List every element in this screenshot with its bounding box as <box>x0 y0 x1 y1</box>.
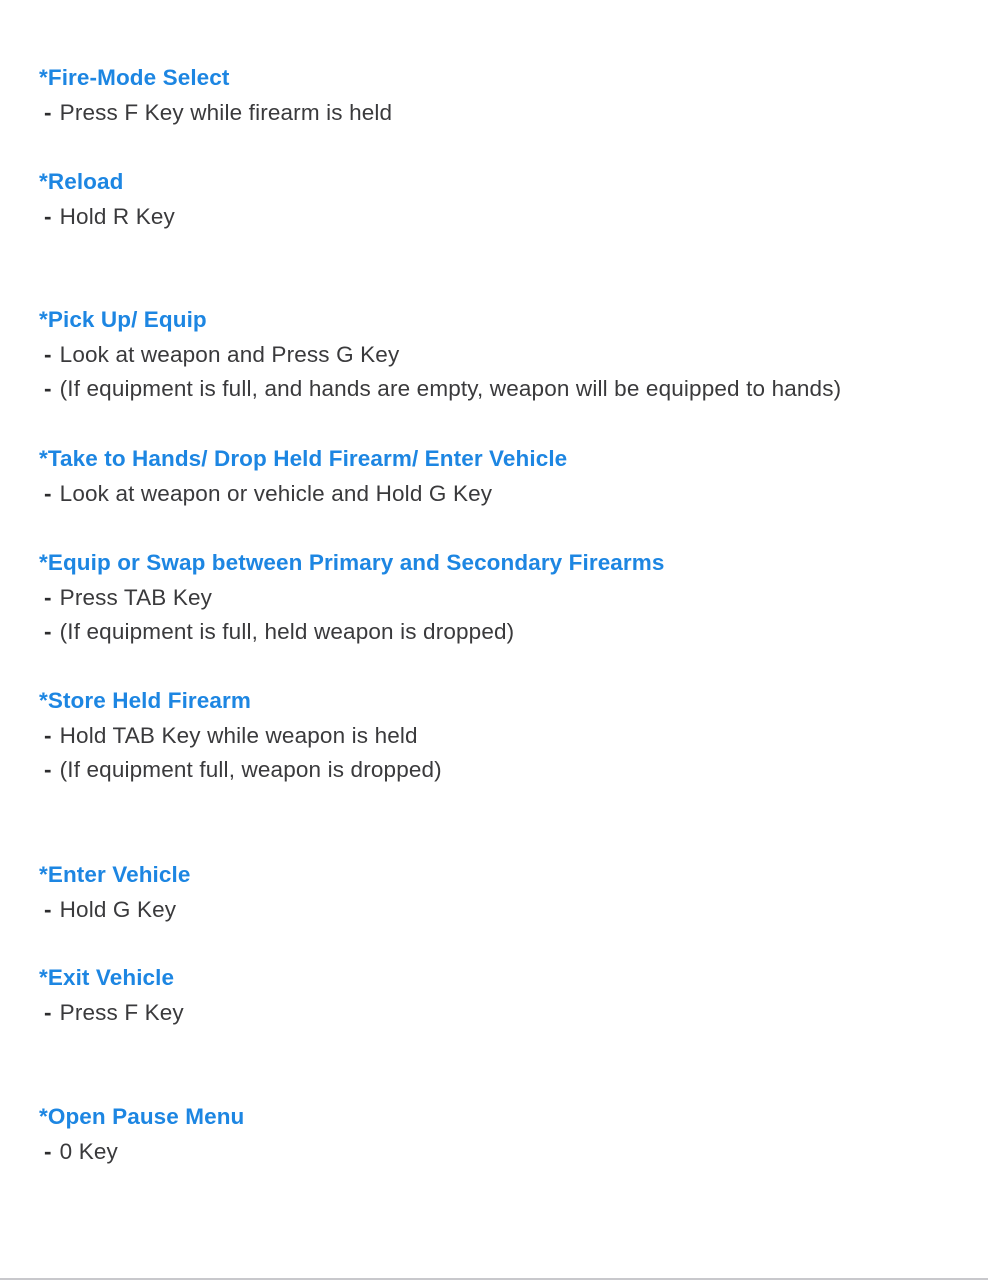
section-exit-vehicle <box>39 961 184 1030</box>
bullet-dash: - <box>44 584 52 610</box>
bullet-dash: - <box>44 480 52 506</box>
instruction-text: Look at weapon or vehicle and Hold G Key <box>59 480 493 506</box>
section-title: *Reload <box>39 169 124 194</box>
section-reload <box>39 165 175 234</box>
bullet-dash: - <box>44 722 52 748</box>
section-pick-up-equip <box>39 303 841 407</box>
instruction-text: Press TAB Key <box>59 584 213 610</box>
bullet-dash: - <box>44 896 52 922</box>
instruction-text: Press F Key while firearm is held <box>59 99 393 125</box>
section-fire-mode-select <box>39 61 392 130</box>
section-take-to-hands <box>39 442 567 511</box>
section-store-held-firearm <box>39 684 442 788</box>
instruction-line <box>39 893 190 928</box>
bullet-dash: - <box>44 99 52 125</box>
section-equip-or-swap <box>39 546 665 650</box>
bullet-dash: - <box>44 999 52 1025</box>
section-title: *Store Held Firearm <box>39 688 251 713</box>
instruction-text: 0 Key <box>59 1138 118 1164</box>
section-title: *Pick Up/ Equip <box>39 307 207 332</box>
section-title: *Fire-Mode Select <box>39 65 230 90</box>
instruction-line <box>39 372 841 407</box>
instruction-line <box>39 753 442 788</box>
instruction-line <box>39 338 841 373</box>
instruction-line <box>39 477 567 512</box>
instruction-line <box>39 996 184 1031</box>
bullet-dash: - <box>44 341 52 367</box>
instruction-text: Hold G Key <box>59 896 177 922</box>
instruction-text: Look at weapon and Press G Key <box>59 341 400 367</box>
section-title: *Exit Vehicle <box>39 965 175 990</box>
section-title: *Equip or Swap between Primary and Secondary Firearms <box>39 550 665 575</box>
instruction-text: Hold TAB Key while weapon is held <box>59 722 418 748</box>
bullet-dash: - <box>44 376 52 402</box>
instruction-line <box>39 200 175 235</box>
section-open-pause-menu <box>39 1100 244 1169</box>
instruction-line <box>39 96 392 131</box>
bullet-dash: - <box>44 619 52 645</box>
instruction-text: Press F Key <box>59 999 184 1025</box>
instruction-line <box>39 719 442 754</box>
instruction-text: (If equipment full, weapon is dropped) <box>59 757 442 783</box>
instruction-line <box>39 581 665 616</box>
instruction-text: (If equipment is full, and hands are empty, weapon will be equipped to hands) <box>59 376 842 402</box>
section-enter-vehicle <box>39 858 190 927</box>
bullet-dash: - <box>44 203 52 229</box>
instruction-line <box>39 1135 244 1170</box>
instruction-text: (If equipment is full, held weapon is dropped) <box>59 619 515 645</box>
instruction-line <box>39 615 665 650</box>
section-title: *Take to Hands/ Drop Held Firearm/ Enter Vehicle <box>39 446 568 471</box>
section-title: *Open Pause Menu <box>39 1104 245 1129</box>
bullet-dash: - <box>44 757 52 783</box>
instruction-text: Hold R Key <box>59 203 175 229</box>
bullet-dash: - <box>44 1138 52 1164</box>
section-title: *Enter Vehicle <box>39 862 191 887</box>
